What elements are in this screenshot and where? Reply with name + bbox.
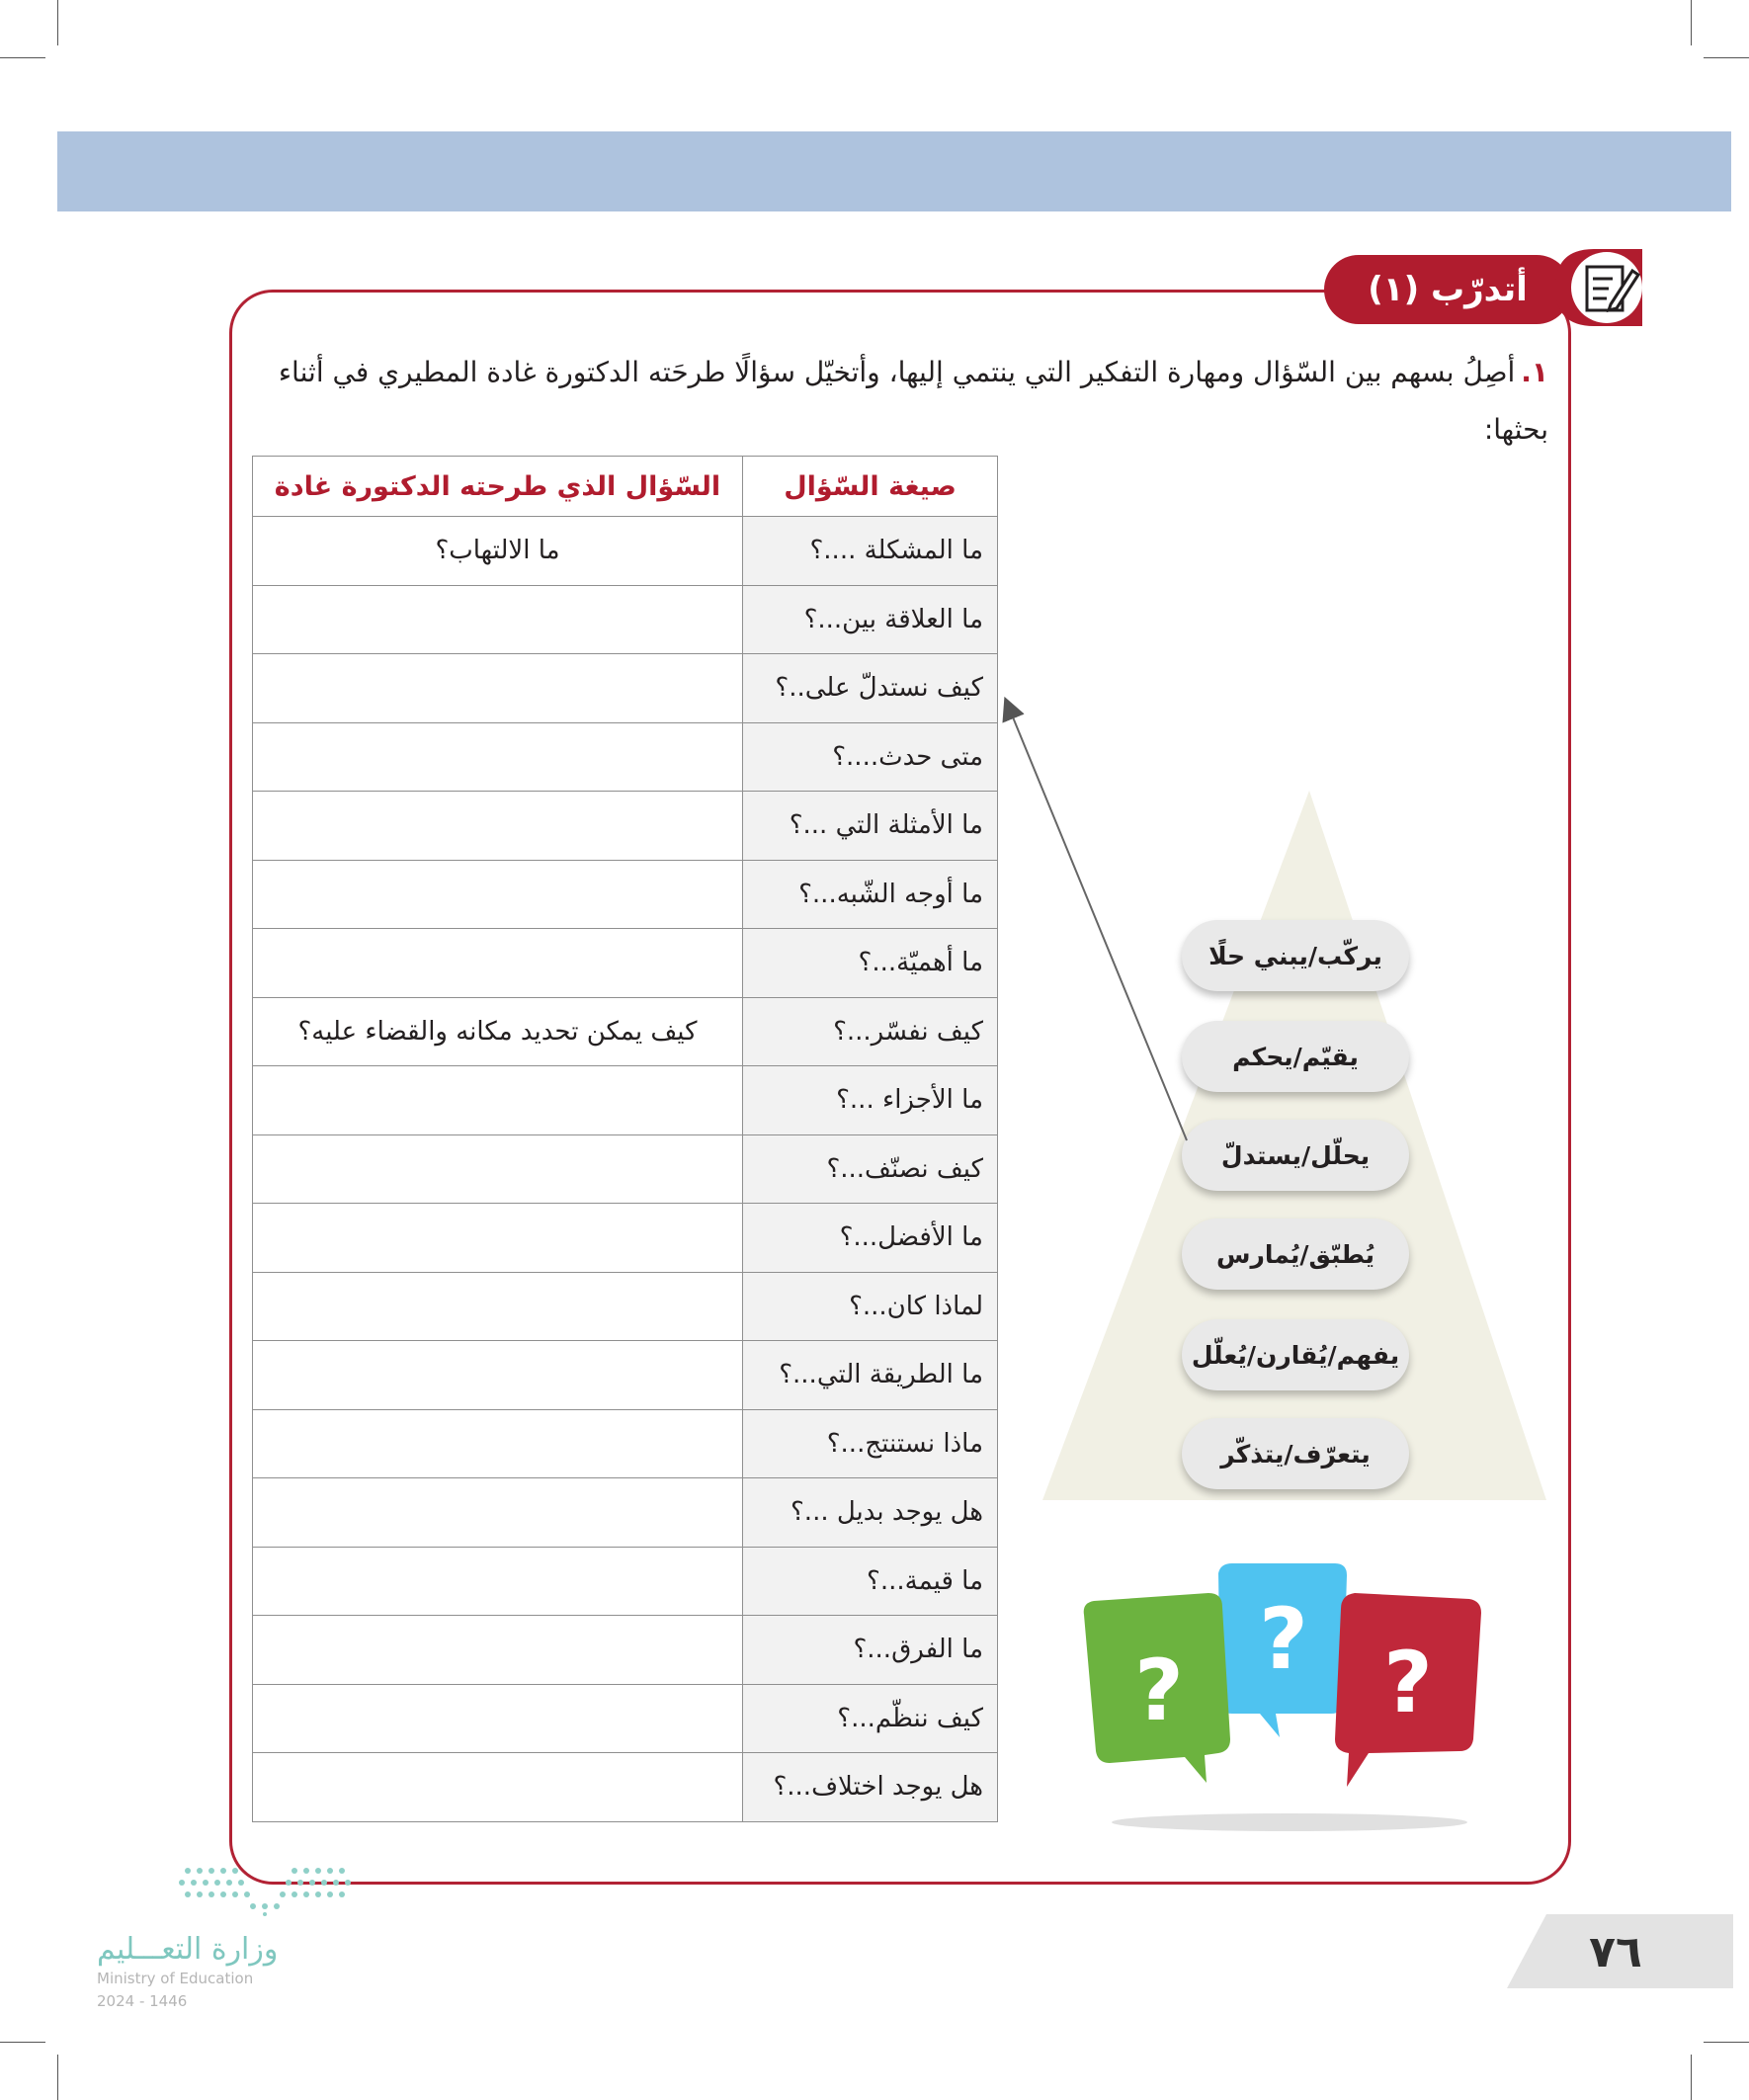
ministry-name-en: Ministry of Education [97,1970,254,1987]
question-formula-cell: هل يوجد بديل ...؟ [743,1478,998,1548]
question-formula-cell: ما المشكلة ....؟ [743,517,998,586]
question-formula-cell: ما العلاقة بين...؟ [743,585,998,654]
instruction-number: ١. [1521,356,1548,388]
crop-mark [0,57,45,58]
table-row [253,1066,998,1135]
table-row [253,1753,998,1822]
question-formula-cell: ماذا نستنتج...؟ [743,1409,998,1478]
question-formula-cell: ما قيمة...؟ [743,1547,998,1616]
answer-cell[interactable]: ما الالتهاب؟ [253,517,743,586]
pyramid-level[interactable] [1182,920,1409,991]
answer-cell[interactable] [253,1134,743,1204]
header-band [57,131,1731,211]
table-row [253,1684,998,1753]
table-row [253,1616,998,1685]
answer-cell[interactable] [253,1753,743,1822]
practice-icon [1551,245,1646,330]
answer-cell[interactable] [253,1341,743,1410]
question-bubbles [1082,1563,1487,1835]
ministry-name-ar: وزارة التعـــليم [97,1932,279,1967]
answer-cell[interactable] [253,860,743,929]
pyramid-level-label: يركّب/يبني حلًا [1208,941,1382,970]
page-number: ٧٦ [1589,1926,1642,1977]
pyramid-level-label: يفهم/يُقارن/يُعلّل [1191,1340,1400,1370]
question-formula-cell: ما الأمثلة التي ...؟ [743,792,998,861]
crop-mark [1691,0,1692,45]
pyramid-level-label: يقيّم/يحكم [1232,1042,1359,1071]
answer-cell[interactable]: كيف يمكن تحديد مكانه والقضاء عليه؟ [253,997,743,1066]
table-row [253,1409,998,1478]
question-formula-cell: كيف نفسّر...؟ [743,997,998,1066]
bubble-red-mark: ? [1383,1634,1433,1732]
table-row [253,1478,998,1548]
question-formula-cell: لماذا كان...؟ [743,1272,998,1341]
question-formula-cell: ما الفرق...؟ [743,1616,998,1685]
table-header-row [253,457,998,517]
table-row [253,1134,998,1204]
answer-cell[interactable] [253,722,743,792]
pyramid-level-label: يتعرّف/يتذكّر [1220,1439,1371,1469]
bubble-blue [1218,1563,1347,1737]
pyramid-level[interactable] [1182,1418,1409,1489]
pyramid-level[interactable] [1182,1319,1409,1390]
bubble-red [1335,1593,1481,1787]
questions-table [252,456,998,1822]
table-row [253,929,998,998]
answer-cell[interactable] [253,1272,743,1341]
table-row [253,860,998,929]
table-row [253,1272,998,1341]
question-formula-cell: ما أوجه الشّبه...؟ [743,860,998,929]
question-formula-cell: متى حدث....؟ [743,722,998,792]
ministry-year: 2024 - 1446 [97,1992,188,2010]
crop-mark [1704,57,1749,58]
answer-cell[interactable] [253,1616,743,1685]
table-row [253,997,998,1066]
pyramid-level[interactable] [1182,1218,1409,1290]
question-formula-cell: ما الأجزاء ...؟ [743,1066,998,1135]
question-formula-cell: ما أهميّة...؟ [743,929,998,998]
table-row [253,792,998,861]
answer-cell[interactable] [253,929,743,998]
pyramid-level-label: يُطبّق/يُمارس [1215,1239,1375,1269]
answer-cell[interactable] [253,792,743,861]
table-row [253,1204,998,1273]
crop-mark [1704,2042,1749,2043]
crop-mark [1691,2055,1692,2100]
question-formula-cell: كيف ننظّم...؟ [743,1684,998,1753]
answer-cell[interactable] [253,654,743,723]
answer-cell[interactable] [253,1684,743,1753]
answer-cell[interactable] [253,1066,743,1135]
crop-mark [0,2042,45,2043]
table-row [253,517,998,586]
bubble-blue-mark: ? [1259,1590,1308,1689]
crop-mark [57,2055,58,2100]
answer-cell[interactable] [253,1204,743,1273]
question-formula-cell: كيف نستدلّ على..؟ [743,654,998,723]
question-formula-cell: هل يوجد اختلاف...؟ [743,1753,998,1822]
question-formula-cell: ما الأفضل...؟ [743,1204,998,1273]
header-formula: صيغة السّؤال [743,457,998,517]
question-formula-cell: ما الطريقة التي...؟ [743,1341,998,1410]
instruction [252,344,1548,459]
answer-cell[interactable] [253,1409,743,1478]
crop-mark [57,0,58,45]
pyramid-level[interactable] [1182,1120,1409,1191]
bubble-green-mark: ? [1134,1641,1184,1740]
exercise-title-text: أتدرّب (١) [1368,270,1528,309]
exercise-title [1324,255,1571,324]
bubble-green [1084,1593,1230,1783]
table-row [253,654,998,723]
pyramid-level[interactable] [1182,1021,1409,1092]
question-formula-cell: كيف نصنّف...؟ [743,1134,998,1204]
table-row [253,722,998,792]
answer-cell[interactable] [253,1547,743,1616]
ministry-logo-dots [178,1863,351,1917]
table-row [253,585,998,654]
pyramid-level-label: يحلّل/يستدلّ [1220,1140,1371,1170]
answer-cell[interactable] [253,1478,743,1548]
table-row [253,1341,998,1410]
table-row [253,1547,998,1616]
answer-cell[interactable] [253,585,743,654]
instruction-text: أصِلُ بسهم بين السّؤال ومهارة التفكير التي ينتمي إليها، وأتخيّل سؤالًا طرحَته الدكتورة غادة المطيري في أثناء بحثها: [278,356,1548,446]
header-question: السّؤال الذي طرحته الدكتورة غادة [253,457,743,517]
